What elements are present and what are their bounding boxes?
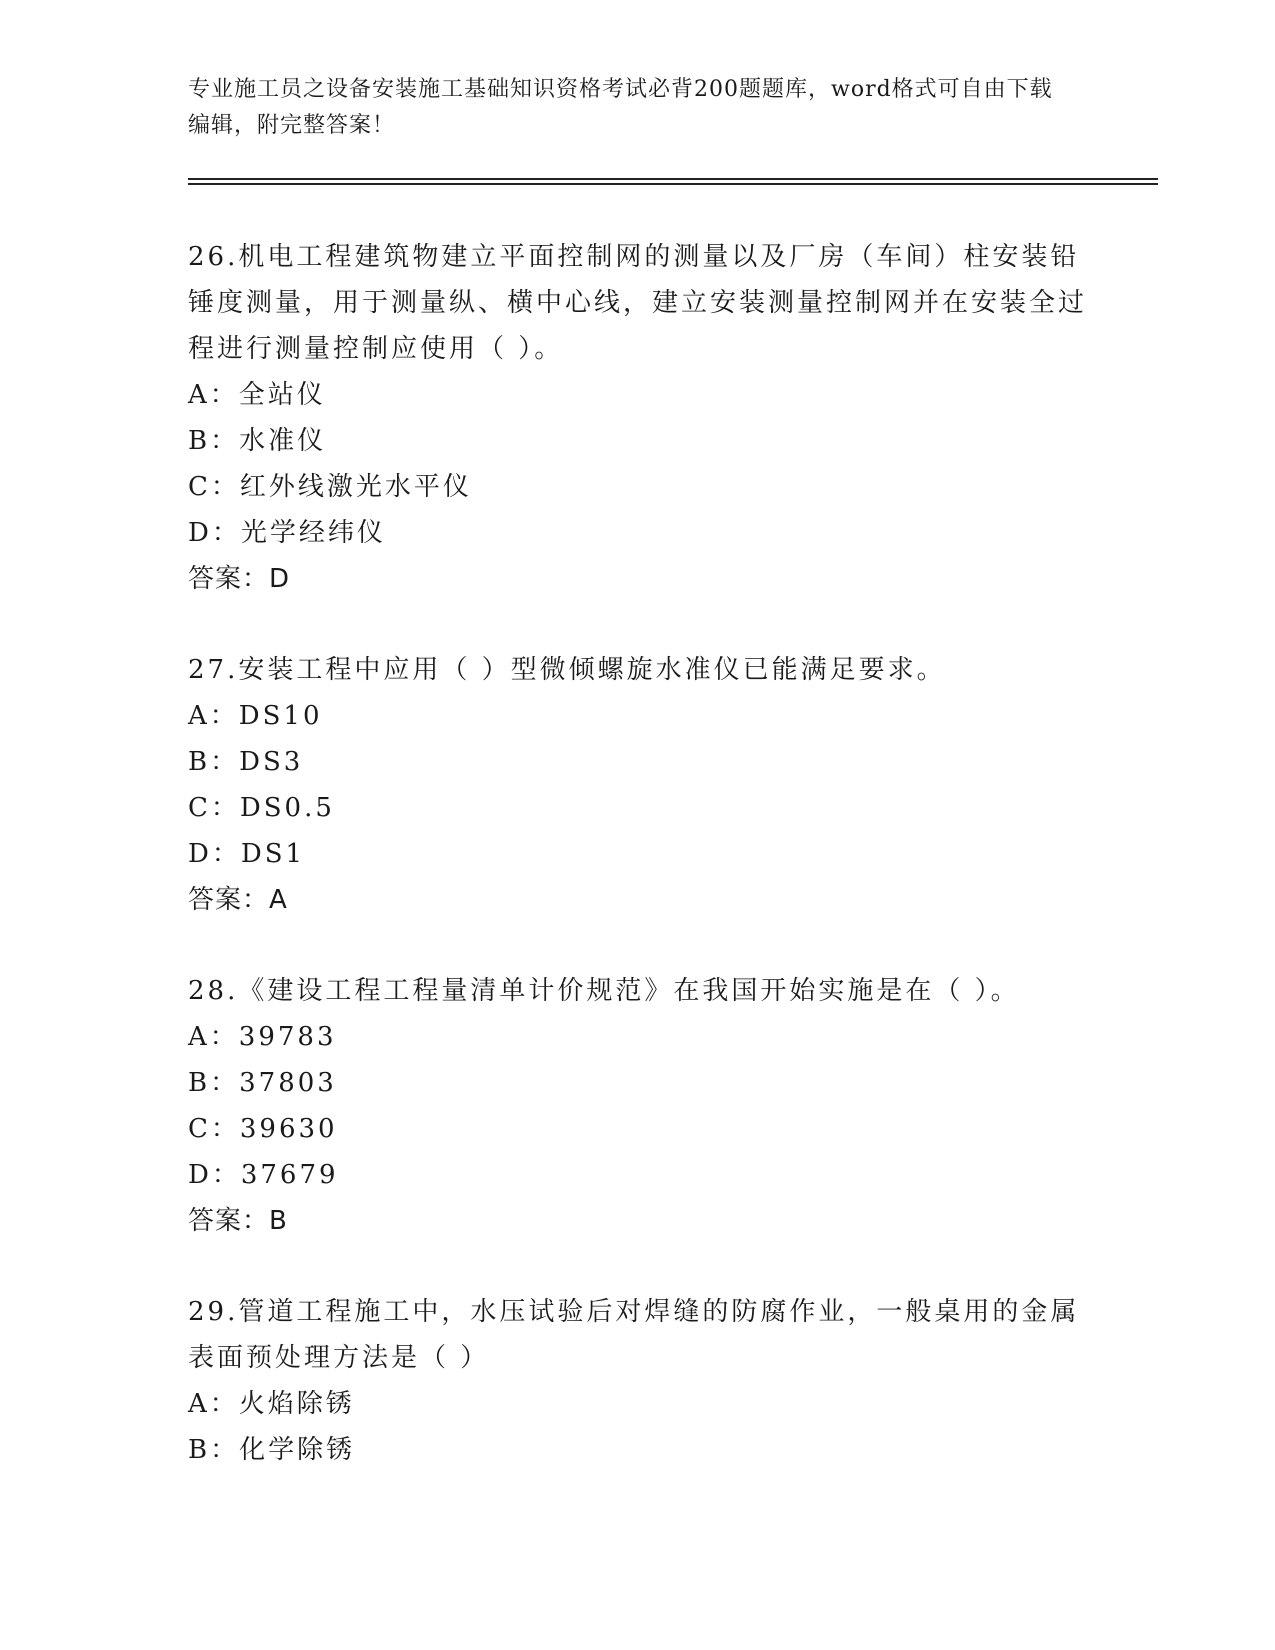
question-stem: 27.安装工程中应用（ ）型微倾螺旋水准仪已能满足要求。 (188, 655, 946, 685)
option-c: C：39630 (188, 1114, 338, 1144)
question-27 (188, 647, 1088, 923)
answer-line: 答案：A (188, 885, 288, 915)
answer-line: 答案：D (188, 564, 291, 594)
question-28 (188, 968, 1088, 1244)
question-stem: 26.机电工程建筑物建立平面控制网的测量以及厂房（车间）柱安装铅锤度测量，用于测量纵、横中心线，建立安装测量控制网并在安装全过程进行测量控制应使用（ ）。 (188, 242, 1088, 364)
option-c: C：红外线激光水平仪 (188, 472, 472, 502)
option-b: B：37803 (188, 1068, 337, 1098)
option-b: B：DS3 (188, 747, 304, 777)
question-stem: 28.《建设工程工程量清单计价规范》在我国开始实施是在（ ）。 (188, 976, 1020, 1006)
header-rule-bottom (188, 183, 1158, 185)
option-d: D：DS1 (188, 839, 306, 869)
question-list (188, 234, 1088, 1518)
option-c: C：DS0.5 (188, 793, 335, 823)
document-header: 专业施工员之设备安装施工基础知识资格考试必背200题题库，word格式可自由下载编辑，附完整答案！ (188, 77, 1053, 138)
option-d: D：光学经纬仪 (188, 518, 386, 548)
option-a: A：火焰除锈 (188, 1389, 355, 1419)
header-rule-top (188, 178, 1158, 180)
option-a: A：全站仪 (188, 380, 326, 410)
question-26 (188, 234, 1088, 602)
answer-line: 答案：B (188, 1206, 288, 1236)
question-stem: 29.管道工程施工中，水压试验后对焊缝的防腐作业，一般桌用的金属表面预处理方法是（ ） (188, 1297, 1080, 1373)
option-d: D：37679 (188, 1160, 339, 1190)
option-b: B：化学除锈 (188, 1435, 356, 1465)
question-29 (188, 1289, 1088, 1473)
option-b: B：水准仪 (188, 426, 327, 456)
option-a: A：39783 (188, 1022, 337, 1052)
option-a: A：DS10 (188, 701, 323, 731)
